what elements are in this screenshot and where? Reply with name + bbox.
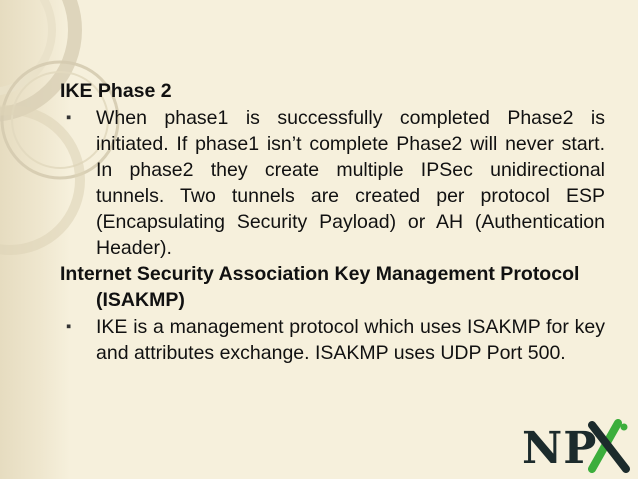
section1-bullet-text: When phase1 is successfully completed Phase2 is initiated. If phase1 isn’t complete Phase2 will never start. In phase2 they create multiple IPSec unidirectional tunnels. Two tunnels are created per protocol ESP (Encapsulating Security Payload) or AH (Authentication Header). (96, 107, 605, 259)
bullet-icon: ▪ (66, 109, 72, 126)
logo-x-mark-icon (588, 419, 632, 473)
section2-bullet (60, 314, 605, 366)
section1-bullet (60, 105, 605, 261)
section1-heading: IKE Phase 2 (60, 80, 172, 102)
slide-body (60, 78, 605, 366)
npx-logo (522, 415, 632, 475)
logo-text: NP (522, 423, 598, 474)
section2-heading: Internet Security Association Key Management Protocol (ISAKMP) (60, 263, 580, 311)
section2-bullet-text: IKE is a management protocol which uses ISAKMP for key and attributes exchange. ISAKMP uses UDP Port 500. (96, 316, 605, 364)
bullet-icon: ▪ (66, 318, 72, 335)
